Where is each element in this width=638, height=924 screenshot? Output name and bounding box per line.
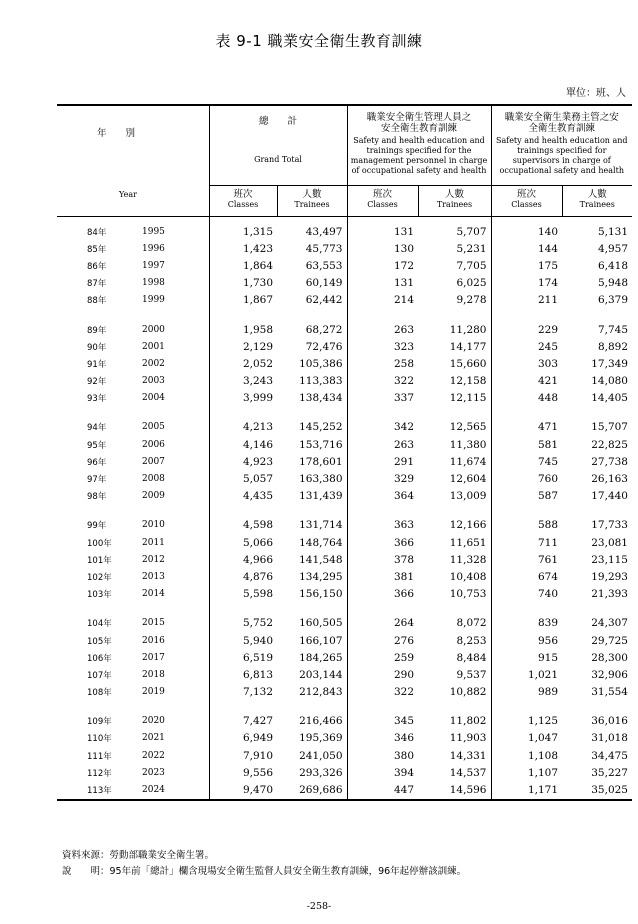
table-row — [57, 453, 632, 470]
ad-year-cell: 2006 — [142, 436, 209, 453]
supv-trainees-cell: 31,018 — [591, 732, 628, 745]
supv-classes-cell: 1,021 — [527, 668, 558, 681]
mgmt-classes-cell: 131 — [393, 225, 414, 238]
year-header-en: Year — [119, 190, 137, 199]
supv-trainees-cell: 6,379 — [597, 294, 628, 307]
table-row — [57, 419, 632, 436]
total-trainees-cell: 105,386 — [277, 355, 347, 372]
supv-classes-cell: 711 — [537, 536, 558, 549]
total-classes-cell: 3,243 — [242, 375, 273, 388]
supv-trainees-cell: 35,227 — [591, 766, 628, 779]
roc-year-cell: 105年 — [87, 636, 112, 647]
table-row — [57, 649, 632, 666]
trainees-header: 人數 Trainees — [562, 185, 632, 216]
supv-trainees-cell: 6,418 — [597, 259, 628, 272]
mgmt-classes-cell: 264 — [393, 617, 414, 630]
roc-year-cell: 112年 — [87, 768, 112, 779]
roc-year-cell: 107年 — [87, 670, 112, 681]
total-trainees-cell: 131,439 — [277, 488, 347, 505]
notes — [62, 848, 466, 880]
mgmt-trainees-cell: 9,537 — [418, 666, 491, 683]
roc-year-cell: 102年 — [87, 572, 112, 583]
mgmt-trainees-cell: 14,537 — [418, 764, 491, 781]
total-classes-cell: 5,940 — [242, 634, 273, 647]
roc-year-cell: 103年 — [87, 590, 112, 601]
table-row — [57, 292, 632, 309]
supv-trainees-cell: 17,440 — [591, 490, 628, 503]
roc-year-cell: 92年 — [87, 377, 107, 388]
ad-year-cell: 2024 — [142, 781, 209, 799]
supv-classes-cell: 174 — [537, 277, 558, 290]
total-classes-cell: 5,066 — [242, 536, 273, 549]
supv-classes-cell: 175 — [537, 259, 558, 272]
total-classes-cell: 4,923 — [242, 455, 273, 468]
ad-year-cell: 2009 — [142, 488, 209, 505]
supv-classes-cell: 140 — [537, 225, 558, 238]
table-row — [57, 275, 632, 292]
ad-year-cell: 2007 — [142, 453, 209, 470]
total-classes-cell: 1,423 — [242, 242, 273, 255]
roc-year-cell: 111年 — [87, 751, 112, 762]
supv-trainees-cell: 17,349 — [591, 357, 628, 370]
table-row — [57, 534, 632, 551]
mgmt-classes-cell: 263 — [393, 438, 414, 451]
supv-classes-cell: 471 — [537, 421, 558, 434]
mgmt-classes-cell: 329 — [393, 473, 414, 486]
mgmt-classes-cell: 259 — [393, 651, 414, 664]
mgmt-classes-cell: 172 — [393, 259, 414, 272]
total-classes-cell: 6,949 — [242, 732, 273, 745]
ad-year-cell: 2014 — [142, 586, 209, 603]
supv-trainees-cell: 29,725 — [591, 634, 628, 647]
classes-header: 班次 Classes — [347, 185, 418, 216]
table-row — [57, 713, 632, 730]
supv-trainees-cell: 32,906 — [591, 668, 628, 681]
total-trainees-cell: 145,252 — [277, 419, 347, 436]
total-trainees-cell: 113,383 — [277, 373, 347, 390]
total-trainees-cell: 163,380 — [277, 470, 347, 487]
total-classes-cell: 7,427 — [242, 715, 273, 728]
ad-year-cell: 2021 — [142, 730, 209, 747]
roc-year-cell: 90年 — [87, 342, 107, 353]
unit-label: 單位：班、人 — [566, 88, 626, 99]
mgmt-classes-cell: 291 — [393, 455, 414, 468]
supv-trainees-cell: 5,131 — [597, 225, 628, 238]
mgmt-trainees-cell: 9,278 — [418, 292, 491, 309]
mgmt-classes-cell: 258 — [393, 357, 414, 370]
table-row — [57, 684, 632, 701]
ad-year-cell: 2015 — [142, 615, 209, 632]
mgmt-classes-cell: 380 — [393, 749, 414, 762]
supv-classes-cell: 1,107 — [527, 766, 558, 779]
roc-year-cell: 96年 — [87, 457, 107, 468]
total-trainees-cell: 141,548 — [277, 551, 347, 568]
year-header-cn: 年 別 — [97, 128, 136, 139]
mgmt-classes-cell: 214 — [393, 294, 414, 307]
grand-total-header: 總 計 Grand Total — [209, 105, 347, 185]
mgmt-classes-cell: 130 — [393, 242, 414, 255]
table-row — [57, 517, 632, 534]
roc-year-cell: 98年 — [87, 492, 107, 503]
supv-classes-cell: 245 — [537, 340, 558, 353]
table-row — [57, 586, 632, 603]
mgmt-trainees-cell: 12,158 — [418, 373, 491, 390]
total-trainees-cell: 148,764 — [277, 534, 347, 551]
roc-year-cell: 99年 — [87, 521, 107, 532]
table-row — [57, 373, 632, 390]
ad-year-cell: 1995 — [142, 223, 209, 240]
ad-year-cell: 2022 — [142, 747, 209, 764]
total-trainees-cell: 178,601 — [277, 453, 347, 470]
supv-trainees-cell: 14,080 — [591, 375, 628, 388]
mgmt-classes-cell: 342 — [393, 421, 414, 434]
roc-year-cell: 94年 — [87, 423, 107, 434]
supv-classes-cell: 303 — [537, 357, 558, 370]
table-row — [57, 568, 632, 585]
supv-trainees-cell: 21,393 — [591, 588, 628, 601]
total-trainees-cell: 166,107 — [277, 632, 347, 649]
mgmt-classes-cell: 323 — [393, 340, 414, 353]
ad-year-cell: 2001 — [142, 338, 209, 355]
roc-year-cell: 97年 — [87, 475, 107, 486]
supv-trainees-cell: 36,016 — [591, 715, 628, 728]
total-trainees-cell: 72,476 — [277, 338, 347, 355]
total-classes-cell: 4,435 — [242, 490, 273, 503]
supv-trainees-cell: 17,733 — [591, 519, 628, 532]
total-classes-cell: 1,958 — [242, 323, 273, 336]
supv-classes-cell: 421 — [537, 375, 558, 388]
total-trainees-cell: 131,714 — [277, 517, 347, 534]
management-personnel-header: 職業安全衛生管理人員之安全衛生教育訓練 Safety and health education and trainings specified for the management personnel in charge of occupational safety and health — [347, 105, 491, 185]
supv-classes-cell: 1,171 — [491, 781, 562, 799]
total-trainees-cell: 45,773 — [277, 240, 347, 257]
source-note: 資料來源：勞動部職業安全衛生署。 — [62, 850, 215, 861]
page-title: 表 9-1 職業安全衛生教育訓練 — [215, 32, 423, 50]
mgmt-trainees-cell: 12,604 — [418, 470, 491, 487]
ad-year-cell: 2023 — [142, 764, 209, 781]
total-classes-cell: 5,598 — [242, 588, 273, 601]
total-trainees-cell: 293,326 — [277, 764, 347, 781]
supv-trainees-cell: 26,163 — [591, 473, 628, 486]
supv-classes-cell: 581 — [537, 438, 558, 451]
roc-year-cell: 86年 — [87, 261, 107, 272]
page-number: -258- — [306, 901, 332, 912]
explanation-note: 說 明：95年前「總計」欄含現場安全衛生監督人員安全衛生教育訓練，96年起停辦該訓練。 — [62, 866, 467, 877]
mgmt-classes-cell: 322 — [393, 686, 414, 699]
mgmt-classes-cell: 276 — [393, 634, 414, 647]
supv-classes-cell: 761 — [537, 553, 558, 566]
mgmt-trainees-cell: 15,660 — [418, 355, 491, 372]
total-classes-cell: 1,867 — [242, 294, 273, 307]
ad-year-cell: 2003 — [142, 373, 209, 390]
total-trainees-cell: 156,150 — [277, 586, 347, 603]
mgmt-trainees-cell: 8,253 — [418, 632, 491, 649]
total-classes-cell: 9,556 — [242, 766, 273, 779]
supv-trainees-cell: 31,554 — [591, 686, 628, 699]
table-row — [57, 666, 632, 683]
supv-trainees-cell: 28,300 — [591, 651, 628, 664]
trainees-header: 人數 Trainees — [277, 185, 347, 216]
supv-classes-cell: 448 — [537, 392, 558, 405]
total-trainees-cell: 43,497 — [277, 223, 347, 240]
total-trainees-cell: 153,716 — [277, 436, 347, 453]
supervisor-header: 職業安全衛生業務主管之安全衛生教育訓練 Safety and health education and trainings specified for supervisors in charge of occupational safety and health — [491, 105, 632, 185]
mgmt-classes-cell: 363 — [393, 519, 414, 532]
table-row — [57, 470, 632, 487]
total-classes-cell: 2,052 — [242, 357, 273, 370]
table-row — [57, 730, 632, 747]
ad-year-cell: 2008 — [142, 470, 209, 487]
supv-classes-cell: 740 — [537, 588, 558, 601]
ad-year-cell: 2018 — [142, 666, 209, 683]
supv-trainees-cell: 27,738 — [591, 455, 628, 468]
supv-classes-cell: 144 — [537, 242, 558, 255]
supv-trainees-cell: 7,745 — [597, 323, 628, 336]
mgmt-classes-cell: 290 — [393, 668, 414, 681]
mgmt-trainees-cell: 5,231 — [418, 240, 491, 257]
total-trainees-cell: 269,686 — [277, 781, 347, 799]
mgmt-classes-cell: 364 — [393, 490, 414, 503]
total-classes-cell: 9,470 — [209, 781, 277, 799]
table-row — [57, 747, 632, 764]
ad-year-cell: 1999 — [142, 292, 209, 309]
mgmt-trainees-cell: 12,565 — [418, 419, 491, 436]
supv-trainees-cell: 24,307 — [591, 617, 628, 630]
mgmt-trainees-cell: 11,328 — [418, 551, 491, 568]
total-classes-cell: 1,864 — [242, 259, 273, 272]
mgmt-classes-cell: 346 — [393, 732, 414, 745]
roc-year-cell: 109年 — [87, 717, 112, 728]
mgmt-trainees-cell: 7,705 — [418, 257, 491, 274]
roc-year-cell: 113年 — [57, 781, 142, 799]
classes-header: 班次 Classes — [491, 185, 562, 216]
table-row — [57, 551, 632, 568]
mgmt-classes-cell: 366 — [393, 536, 414, 549]
supv-trainees-cell: 14,405 — [591, 392, 628, 405]
mgmt-classes-cell: 381 — [393, 570, 414, 583]
ad-year-cell: 2011 — [142, 534, 209, 551]
trainees-header: 人數 Trainees — [418, 185, 491, 216]
mgmt-classes-cell: 394 — [393, 766, 414, 779]
supv-classes-cell: 229 — [537, 323, 558, 336]
mgmt-classes-cell: 447 — [347, 781, 418, 799]
mgmt-trainees-cell: 11,802 — [418, 713, 491, 730]
mgmt-trainees-cell: 12,166 — [418, 517, 491, 534]
mgmt-classes-cell: 345 — [393, 715, 414, 728]
supv-trainees-cell: 34,475 — [591, 749, 628, 762]
classes-header: 班次 Classes — [209, 185, 277, 216]
total-trainees-cell: 60,149 — [277, 275, 347, 292]
mgmt-classes-cell: 131 — [393, 277, 414, 290]
supv-classes-cell: 674 — [537, 570, 558, 583]
total-classes-cell: 4,876 — [242, 570, 273, 583]
ad-year-cell: 2016 — [142, 632, 209, 649]
table-row — [57, 223, 632, 240]
table-row — [57, 338, 632, 355]
table-row — [57, 764, 632, 781]
roc-year-cell: 110年 — [87, 734, 112, 745]
roc-year-cell: 104年 — [87, 619, 112, 630]
table-row — [57, 257, 632, 274]
ad-year-cell: 2010 — [142, 517, 209, 534]
total-trainees-cell: 63,553 — [277, 257, 347, 274]
supv-classes-cell: 989 — [537, 686, 558, 699]
total-classes-cell: 2,129 — [242, 340, 273, 353]
total-trainees-cell: 68,272 — [277, 321, 347, 338]
mgmt-trainees-cell: 10,882 — [418, 684, 491, 701]
ad-year-cell: 2002 — [142, 355, 209, 372]
roc-year-cell: 93年 — [87, 394, 107, 405]
mgmt-trainees-cell: 11,674 — [418, 453, 491, 470]
total-trainees-cell: 212,843 — [277, 684, 347, 701]
table-body — [57, 217, 632, 800]
ad-year-cell: 1998 — [142, 275, 209, 292]
ad-year-cell: 2000 — [142, 321, 209, 338]
supv-trainees-cell: 5,948 — [597, 277, 628, 290]
total-classes-cell: 4,966 — [242, 553, 273, 566]
mgmt-trainees-cell: 5,707 — [418, 223, 491, 240]
supv-classes-cell: 587 — [537, 490, 558, 503]
supv-trainees-cell: 19,293 — [591, 570, 628, 583]
total-classes-cell: 7,132 — [242, 686, 273, 699]
supv-trainees-cell: 22,825 — [591, 438, 628, 451]
roc-year-cell: 91年 — [87, 359, 107, 370]
mgmt-trainees-cell: 8,072 — [418, 615, 491, 632]
table-row — [57, 321, 632, 338]
supv-classes-cell: 1,047 — [527, 732, 558, 745]
supv-trainees-cell: 15,707 — [591, 421, 628, 434]
supv-trainees-cell: 4,957 — [597, 242, 628, 255]
roc-year-cell: 100年 — [87, 538, 112, 549]
total-classes-cell: 5,057 — [242, 473, 273, 486]
roc-year-cell: 95年 — [87, 440, 107, 451]
ad-year-cell: 2004 — [142, 390, 209, 407]
total-classes-cell: 3,999 — [242, 392, 273, 405]
ad-year-cell: 2005 — [142, 419, 209, 436]
mgmt-trainees-cell: 11,280 — [418, 321, 491, 338]
total-classes-cell: 4,146 — [242, 438, 273, 451]
supv-classes-cell: 1,108 — [527, 749, 558, 762]
mgmt-classes-cell: 263 — [393, 323, 414, 336]
mgmt-trainees-cell: 10,753 — [418, 586, 491, 603]
supv-classes-cell: 211 — [537, 294, 558, 307]
ad-year-cell: 2020 — [142, 713, 209, 730]
mgmt-trainees-cell: 14,596 — [418, 781, 491, 799]
supv-classes-cell: 588 — [537, 519, 558, 532]
ad-year-cell: 2017 — [142, 649, 209, 666]
total-classes-cell: 6,813 — [242, 668, 273, 681]
mgmt-classes-cell: 337 — [393, 392, 414, 405]
total-classes-cell: 4,598 — [242, 519, 273, 532]
total-trainees-cell: 195,369 — [277, 730, 347, 747]
mgmt-classes-cell: 366 — [393, 588, 414, 601]
supv-classes-cell: 760 — [537, 473, 558, 486]
table-row — [57, 488, 632, 505]
table-row — [57, 240, 632, 257]
mgmt-trainees-cell: 12,115 — [418, 390, 491, 407]
mgmt-trainees-cell: 11,903 — [418, 730, 491, 747]
supv-trainees-cell: 23,115 — [591, 553, 628, 566]
roc-year-cell: 89年 — [87, 325, 107, 336]
mgmt-trainees-cell: 11,651 — [418, 534, 491, 551]
ad-year-cell: 1997 — [142, 257, 209, 274]
supv-classes-cell: 839 — [537, 617, 558, 630]
table-row — [57, 615, 632, 632]
ad-year-cell: 2012 — [142, 551, 209, 568]
training-table — [57, 104, 632, 801]
total-classes-cell: 1,315 — [242, 225, 273, 238]
roc-year-cell: 87年 — [87, 279, 107, 290]
total-trainees-cell: 241,050 — [277, 747, 347, 764]
total-trainees-cell: 216,466 — [277, 713, 347, 730]
supv-classes-cell: 956 — [537, 634, 558, 647]
mgmt-classes-cell: 378 — [393, 553, 414, 566]
roc-year-cell: 88年 — [87, 296, 107, 307]
total-classes-cell: 4,213 — [242, 421, 273, 434]
total-trainees-cell: 62,442 — [277, 292, 347, 309]
total-trainees-cell: 138,434 — [277, 390, 347, 407]
table-row — [57, 436, 632, 453]
total-trainees-cell: 203,144 — [277, 666, 347, 683]
supv-classes-cell: 915 — [537, 651, 558, 664]
table-row — [57, 390, 632, 407]
mgmt-trainees-cell: 6,025 — [418, 275, 491, 292]
total-classes-cell: 5,752 — [242, 617, 273, 630]
mgmt-trainees-cell: 13,009 — [418, 488, 491, 505]
total-trainees-cell: 160,505 — [277, 615, 347, 632]
supv-classes-cell: 1,125 — [527, 715, 558, 728]
ad-year-cell: 2013 — [142, 568, 209, 585]
mgmt-trainees-cell: 14,177 — [418, 338, 491, 355]
total-trainees-cell: 184,265 — [277, 649, 347, 666]
table-row — [57, 355, 632, 372]
mgmt-trainees-cell: 11,380 — [418, 436, 491, 453]
ad-year-cell: 1996 — [142, 240, 209, 257]
roc-year-cell: 101年 — [87, 555, 112, 566]
mgmt-trainees-cell: 8,484 — [418, 649, 491, 666]
mgmt-classes-cell: 322 — [393, 375, 414, 388]
roc-year-cell: 85年 — [87, 244, 107, 255]
total-trainees-cell: 134,295 — [277, 568, 347, 585]
supv-trainees-cell: 23,081 — [591, 536, 628, 549]
supv-classes-cell: 745 — [537, 455, 558, 468]
table-row — [57, 632, 632, 649]
total-classes-cell: 1,730 — [242, 277, 273, 290]
total-classes-cell: 7,910 — [242, 749, 273, 762]
total-classes-cell: 6,519 — [242, 651, 273, 664]
supv-trainees-cell: 8,892 — [597, 340, 628, 353]
mgmt-trainees-cell: 14,331 — [418, 747, 491, 764]
ad-year-cell: 2019 — [142, 684, 209, 701]
roc-year-cell: 108年 — [87, 688, 112, 699]
year-header — [57, 105, 209, 217]
roc-year-cell: 84年 — [87, 227, 107, 238]
mgmt-trainees-cell: 10,408 — [418, 568, 491, 585]
table-row — [57, 781, 632, 799]
supv-trainees-cell: 35,025 — [562, 781, 632, 799]
roc-year-cell: 106年 — [87, 653, 112, 664]
